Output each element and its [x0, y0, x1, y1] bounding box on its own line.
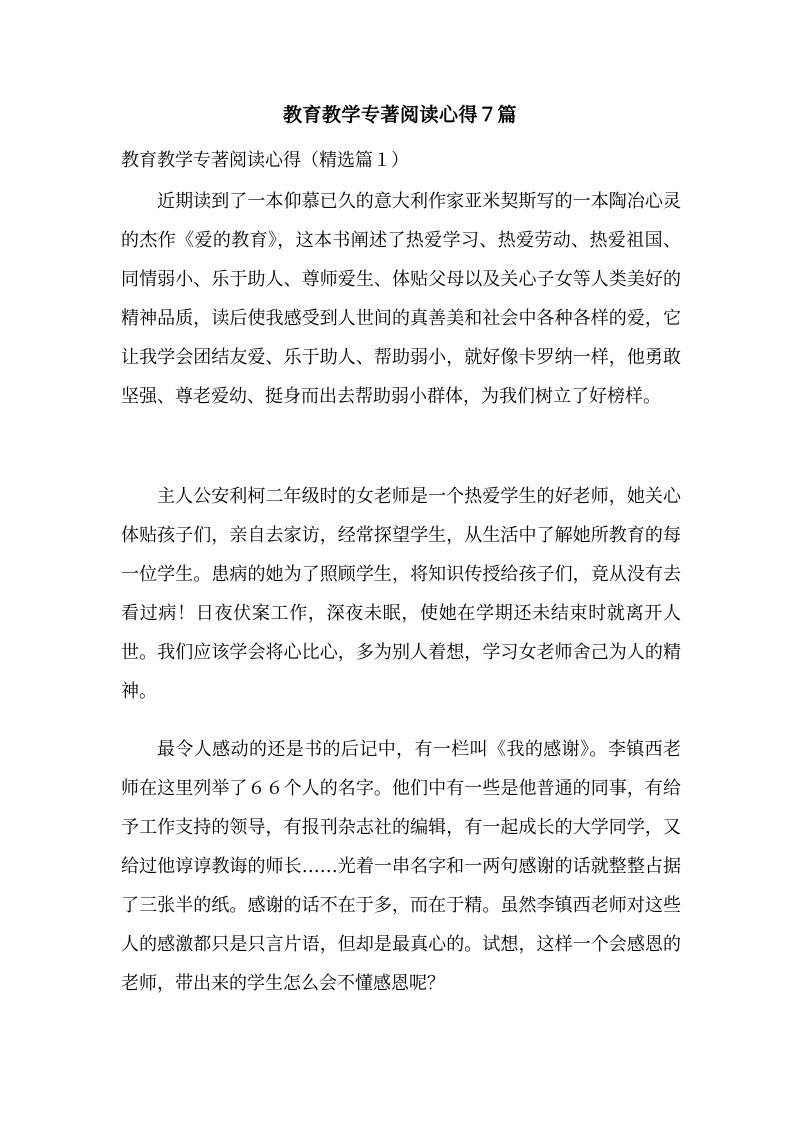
section-subtitle: 教育教学专著阅读心得（精选篇１） [121, 150, 409, 171]
paragraph: 最令人感动的还是书的后记中，有一栏叫《我的感谢》。李镇西老师在这里列举了６６个人的名字。他们中有一些是他普通的同事，有给予工作支持的领导，有报刊杂志社的编辑，有一起成长的大学同学，又给过他谆谆教诲的师长……光着一串名字和一两句感谢的话就整整占据了三张半的纸。感谢的话不在于多，而在于精。虽然李镇西老师对这些人的感激都只是只言片语，但却是最真心的。试想，这样一个会感恩的老师，带出来的学生怎么会不懂感恩呢？ [121, 739, 681, 994]
document-title: 教育教学专著阅读心得７篇 [282, 104, 517, 126]
paragraph: 主人公安利柯二年级时的女老师是一个热爱学生的好老师，她关心体贴孩子们，亲自去家访，经常探望学生，从生活中了解她所教育的每一位学生。患病的她为了照顾学生，将知识传授给孩子们，竟从没有去看过病！日夜伏案工作，深夜未眠，使她在学期还未结束时就离开人世。我们应该学会将心比心，多为别人着想，学习女老师舍己为人的精神。 [121, 486, 681, 702]
paragraph: 近期读到了一本仰慕已久的意大利作家亚米契斯写的一本陶冶心灵的杰作《爱的教育》，这本书阐述了热爱学习、热爱劳动、热爱祖国、同情弱小、乐于助人、尊师爱生、体贴父母以及关心子女等人类美好的精神品质，读后使我感受到人世间的真善美和社会中各种各样的爱，它让我学会团结友爱、乐于助人、帮助弱小，就好像卡罗纳一样，他勇敢坚强、尊老爱幼、挺身而出去帮助弱小群体，为我们树立了好榜样。 [121, 191, 681, 407]
